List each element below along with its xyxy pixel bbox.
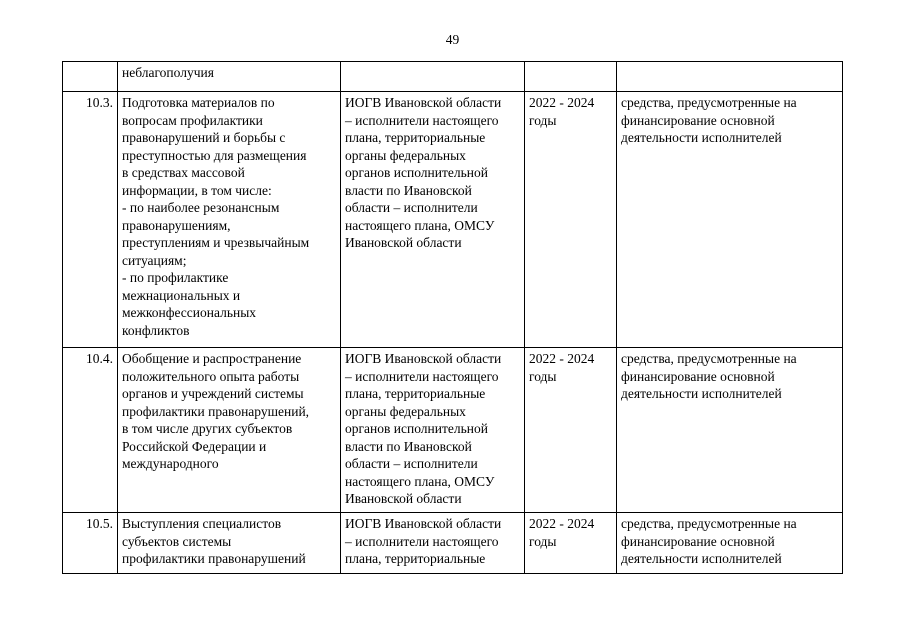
- page-number: 49: [445, 32, 460, 47]
- executors-line: ИОГВ Ивановской области: [345, 95, 502, 110]
- plan-table-body: [63, 62, 843, 574]
- table-row: [63, 513, 843, 574]
- funding-line: деятельности исполнителей: [621, 386, 782, 401]
- cell-title: [118, 348, 341, 513]
- executors-line: органы федеральных: [345, 147, 466, 163]
- executors-line: Ивановской области: [345, 235, 462, 250]
- executors-line: области – исполнители: [345, 200, 478, 215]
- funding-line: финансирование основной: [621, 368, 775, 384]
- executors-line: – исполнители настоящего: [345, 112, 499, 128]
- title-line: Обобщение и распространение: [122, 351, 302, 366]
- cell-title: [118, 92, 341, 348]
- cell-funding: [617, 348, 843, 513]
- title-line: правонарушениям,: [122, 217, 231, 233]
- executors-line: настоящего плана, ОМСУ: [345, 473, 495, 489]
- funding-line: средства, предусмотренные на: [621, 351, 797, 366]
- period-line: годы: [529, 533, 557, 549]
- title-line: - по профилактике: [122, 270, 229, 285]
- cell-executors: [341, 62, 525, 92]
- title-line: межконфессиональных: [122, 305, 257, 320]
- executors-line: плана, территориальные: [345, 386, 486, 401]
- title-line: положительного опыта работы: [122, 368, 300, 384]
- cell-funding: [617, 513, 843, 574]
- title-line: Российской Федерации и: [122, 438, 267, 454]
- title-line: преступлениям и чрезвычайным: [122, 235, 310, 250]
- table-row: [63, 348, 843, 513]
- title-line: ситуациям;: [122, 252, 187, 268]
- funding-line: финансирование основной: [621, 112, 775, 128]
- title-line: профилактики правонарушений,: [122, 403, 310, 419]
- executors-line: власти по Ивановской: [345, 182, 472, 198]
- cell-period: [525, 92, 617, 348]
- cell-executors: [341, 513, 525, 574]
- title-line: - по наиболее резонансным: [122, 200, 280, 215]
- period-line: годы: [529, 368, 557, 384]
- title-line: Выступления специалистов: [122, 516, 282, 531]
- executors-line: плана, территориальные: [345, 551, 486, 566]
- executors-line: плана, территориальные: [345, 130, 486, 145]
- title-line: международного: [122, 456, 219, 471]
- title-line: информации, в том числе:: [122, 182, 272, 198]
- cell-funding: [617, 92, 843, 348]
- title-line: межнациональных и: [122, 287, 241, 303]
- executors-line: области – исполнители: [345, 456, 478, 471]
- funding-line: средства, предусмотренные на: [621, 95, 797, 110]
- executors-line: Ивановской области: [345, 491, 462, 506]
- title-line: конфликтов: [122, 322, 190, 338]
- cell-title: [118, 62, 341, 92]
- cell-title: [118, 513, 341, 574]
- title-line: неблагополучия: [122, 65, 214, 80]
- executors-line: ИОГВ Ивановской области: [345, 516, 502, 531]
- funding-line: финансирование основной: [621, 533, 775, 549]
- title-line: вопросам профилактики: [122, 112, 263, 128]
- period-line: годы: [529, 112, 557, 128]
- cell-num: 10.3.: [63, 92, 118, 348]
- title-line: органов и учреждений системы: [122, 386, 304, 401]
- executors-line: ИОГВ Ивановской области: [345, 351, 502, 366]
- cell-num: [63, 62, 118, 92]
- title-line: Подготовка материалов по: [122, 95, 275, 110]
- period-line: 2022 - 2024: [529, 95, 595, 110]
- funding-line: средства, предусмотренные на: [621, 516, 797, 531]
- plan-table: [62, 61, 843, 574]
- executors-line: органов исполнительной: [345, 165, 488, 180]
- cell-period: [525, 62, 617, 92]
- cell-period: [525, 348, 617, 513]
- executors-line: – исполнители настоящего: [345, 368, 499, 384]
- title-line: преступностью для размещения: [122, 147, 307, 163]
- executors-line: – исполнители настоящего: [345, 533, 499, 549]
- cell-executors: [341, 92, 525, 348]
- executors-line: органов исполнительной: [345, 421, 488, 436]
- table-row: [63, 62, 843, 92]
- executors-line: настоящего плана, ОМСУ: [345, 217, 495, 233]
- cell-funding: [617, 62, 843, 92]
- title-line: профилактики правонарушений: [122, 551, 306, 566]
- executors-line: власти по Ивановской: [345, 438, 472, 454]
- period-line: 2022 - 2024: [529, 351, 595, 366]
- executors-line: органы федеральных: [345, 403, 466, 419]
- title-line: в средствах массовой: [122, 165, 245, 180]
- table-row: [63, 92, 843, 348]
- title-line: в том числе других субъектов: [122, 421, 293, 436]
- title-line: правонарушений и борьбы с: [122, 130, 286, 145]
- funding-line: деятельности исполнителей: [621, 130, 782, 145]
- cell-period: [525, 513, 617, 574]
- funding-line: деятельности исполнителей: [621, 551, 782, 566]
- period-line: 2022 - 2024: [529, 516, 595, 531]
- cell-executors: [341, 348, 525, 513]
- cell-num: 10.4.: [63, 348, 118, 513]
- cell-num: 10.5.: [63, 513, 118, 574]
- title-line: субъектов системы: [122, 533, 232, 549]
